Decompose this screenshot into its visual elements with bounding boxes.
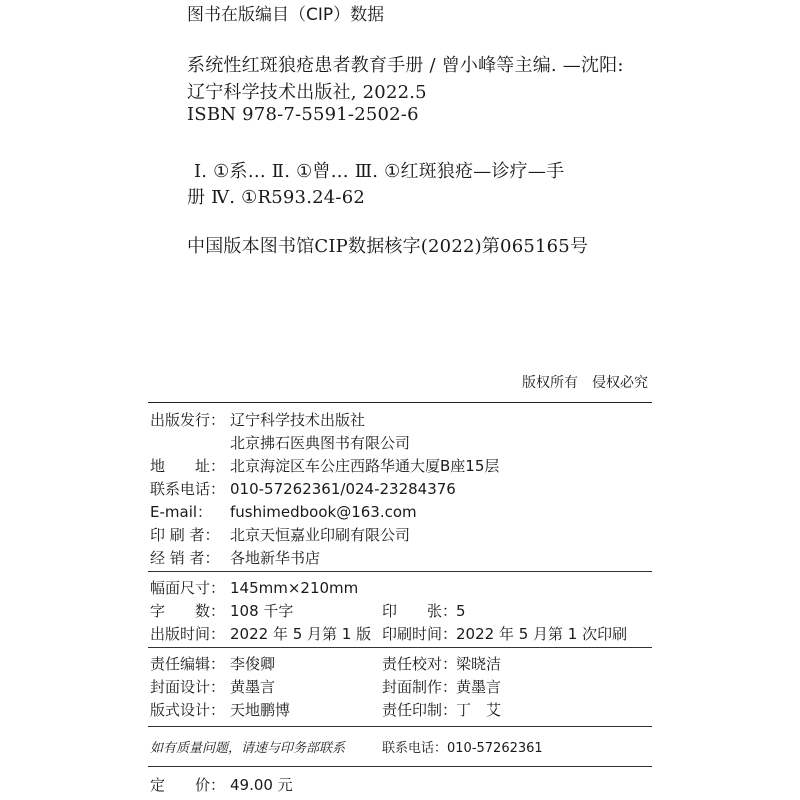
publisher-value1: 辽宁科学技术出版社 [230,411,366,429]
cip-subject-line2: 册 Ⅳ. ①R593.24-62 [187,187,366,208]
sheets-row [382,600,466,621]
quality-phone-label: 联系电话： [382,741,448,756]
words-label: 字 数： [150,602,226,620]
divider-2 [148,571,652,572]
address-value: 北京海淀区车公庄西路华通大厦B座15层 [230,457,500,475]
print-supervisor-row [382,699,501,720]
format-row [150,577,358,598]
editor-value: 李俊卿 [230,655,276,673]
sheets-value: 5 [456,602,466,620]
price-row [150,774,293,795]
cip-number: 中国版本图书馆CIP数据核字(2022)第065165号 [187,236,589,257]
publisher-row [150,409,365,430]
print-time-value: 2022 年 5 月第 1 次印刷 [456,625,628,643]
cover-make-row [382,676,501,697]
cover-design-label: 封面设计： [150,678,226,696]
quality-phone-value: 010-57262361 [447,741,543,756]
print-supervisor-value: 丁 艾 [456,701,502,719]
divider-4 [148,726,652,727]
cip-title-line1: 系统性红斑狼疮患者教育手册 / 曾小峰等主编. —沈阳: [187,55,624,76]
distributor-row [150,547,320,568]
proofreader-row [382,653,501,674]
cip-title-line2: 辽宁科学技术出版社, 2022.5 [187,82,427,103]
publisher-value2: 北京拂石医典图书有限公司 [230,434,411,452]
layout-design-row [150,699,290,720]
address-row [150,455,499,476]
email-row [150,501,417,522]
words-value: 108 千字 [230,602,294,620]
phone-label: 联系电话： [150,480,226,498]
cip-heading: 图书在版编目（CIP）数据 [187,5,385,25]
printer-row [150,524,410,545]
print-time-label: 印刷时间： [382,625,458,643]
phone-value: 010-57262361/024-23284376 [230,480,456,498]
rights-notice: 版权所有 侵权必究 [522,375,648,391]
layout-design-value: 天地鹏博 [230,701,291,719]
proofreader-value: 梁晓洁 [456,655,502,673]
sheets-label: 印 张： [382,602,458,620]
print-time-row [382,623,627,644]
pub-time-row [150,623,371,644]
phone-row [150,478,456,499]
distributor-value: 各地新华书店 [230,549,321,567]
divider-top [148,402,652,403]
editor-row [150,653,275,674]
cip-isbn: ISBN 978-7-5591-2502-6 [187,104,419,125]
printer-value: 北京天恒嘉业印刷有限公司 [230,526,411,544]
print-supervisor-label: 责任印制： [382,701,458,719]
cover-make-label: 封面制作： [382,678,458,696]
quality-phone-row [382,737,543,756]
address-label: 地 址： [150,457,226,475]
layout-design-label: 版式设计： [150,701,226,719]
cover-design-row [150,676,275,697]
publisher-row2 [230,432,410,453]
quality-row [150,737,345,756]
price-value: 49.00 元 [230,776,293,794]
cover-make-value: 黄墨言 [456,678,502,696]
pub-time-label: 出版时间： [150,625,226,643]
distributor-label: 经 销 者： [150,549,220,567]
cover-design-value: 黄墨言 [230,678,276,696]
email-label: E-mail： [150,503,213,521]
divider-3 [148,647,652,648]
format-label: 幅面尺寸： [150,579,226,597]
quality-text: 如有质量问题，请速与印务部联系 [150,741,346,756]
format-value: 145mm×210mm [230,579,359,597]
editor-label: 责任编辑： [150,655,226,673]
pub-time-value: 2022 年 5 月第 1 版 [230,625,372,643]
price-label: 定 价： [150,776,226,794]
proofreader-label: 责任校对： [382,655,458,673]
words-row [150,600,293,621]
email-value[interactable]: fushimedbook@163.com [230,503,417,521]
printer-label: 印 刷 者： [150,526,220,544]
cip-subject-line1: Ⅰ. ①系… Ⅱ. ①曾… Ⅲ. ①红斑狼疮—诊疗—手 [194,161,565,182]
divider-5 [148,766,652,767]
publisher-label: 出版发行： [150,411,226,429]
